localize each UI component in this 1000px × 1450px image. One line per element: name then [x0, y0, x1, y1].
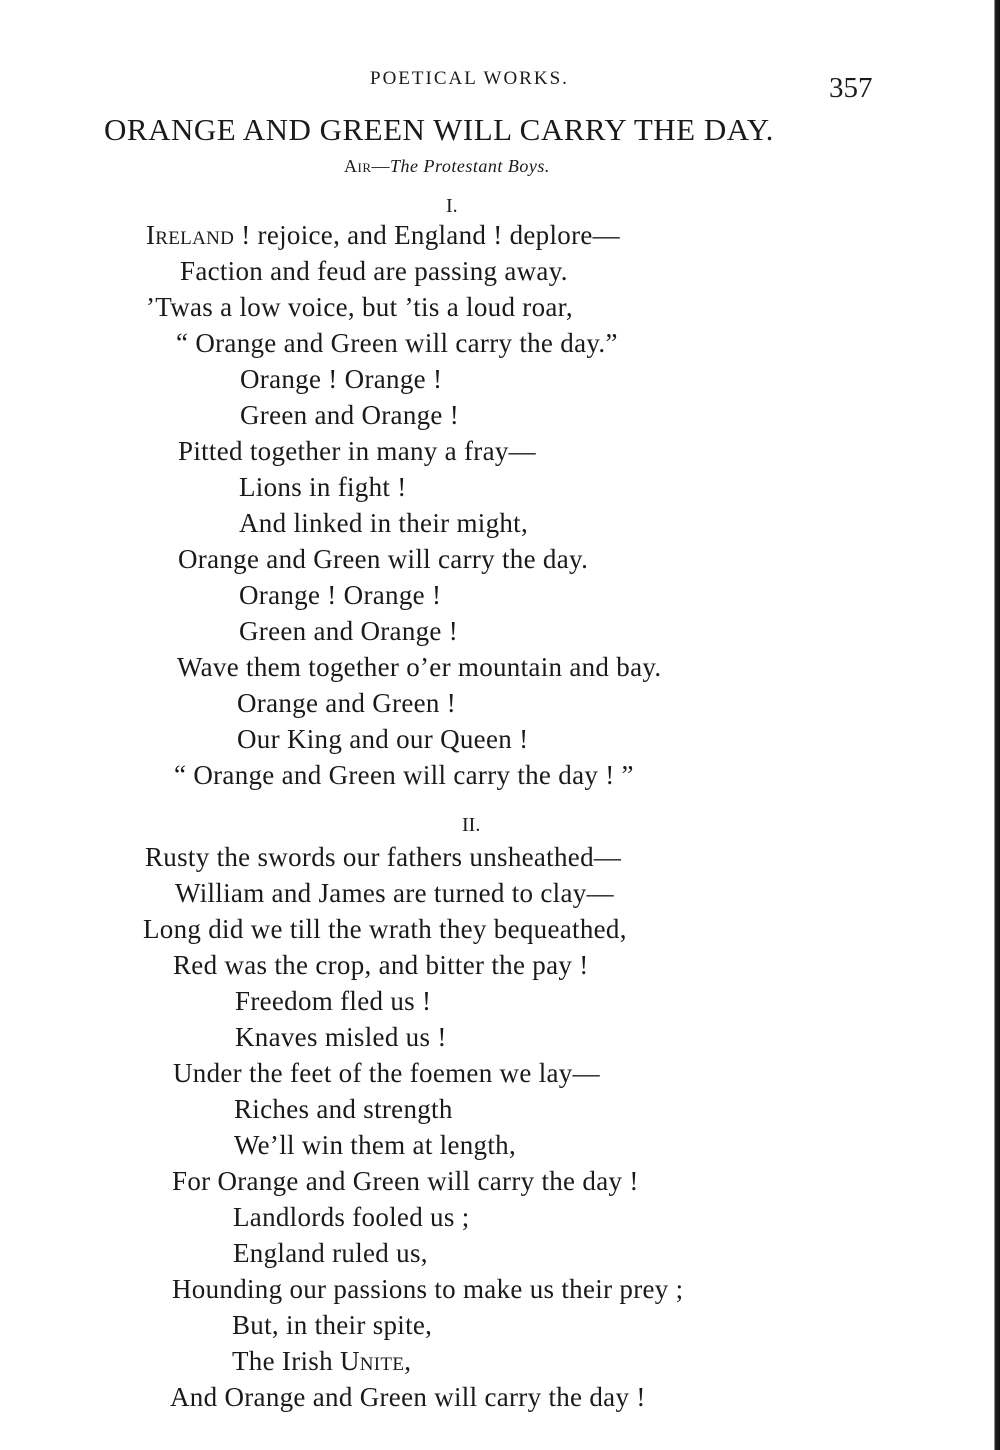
poem-line: Orange ! Orange ! [240, 364, 443, 394]
air-tune: The Protestant Boys. [390, 156, 550, 176]
stanza-number-1: I. [446, 195, 458, 217]
poem-line: Orange ! Orange ! [239, 580, 442, 610]
air-line [344, 156, 550, 177]
poem-line: For Orange and Green will carry the day ! [172, 1166, 639, 1196]
poem-line: The Irish Unite, [232, 1346, 412, 1376]
poem-line: Red was the crop, and bitter the pay ! [173, 950, 589, 980]
poem-line: Knaves misled us ! [235, 1022, 447, 1052]
poem-line: Orange and Green ! [237, 688, 457, 718]
stanza-number-2: II. [462, 814, 481, 836]
running-head: POETICAL WORKS. [370, 68, 569, 89]
poem-line: Under the feet of the foemen we lay— [173, 1058, 600, 1088]
poem-line: Hounding our passions to make us their prey ; [172, 1274, 684, 1304]
poem-line: Long did we till the wrath they bequeathed, [143, 914, 627, 944]
poem-line: We’ll win them at length, [234, 1130, 517, 1160]
poem-line: Ireland ! rejoice, and England ! deplore— [146, 220, 620, 250]
poem-line: But, in their spite, [232, 1310, 433, 1340]
poem-line: Lions in fight ! [239, 472, 407, 502]
poem-line: Green and Orange ! [240, 400, 460, 430]
poem-line: Green and Orange ! [239, 616, 459, 646]
poem-line: Orange and Green will carry the day. [178, 544, 589, 574]
poem-title: ORANGE AND GREEN WILL CARRY THE DAY. [104, 112, 774, 147]
page-edge-shadow [978, 0, 1000, 1450]
poem-line: Faction and feud are passing away. [180, 256, 568, 286]
poem-line: Pitted together in many a fray— [178, 436, 536, 466]
unite-smallcaps: Unite [339, 1346, 405, 1376]
poem-line: Rusty the swords our fathers unsheathed— [145, 842, 622, 872]
poem-line: William and James are turned to clay— [175, 878, 614, 908]
poem-line: Landlords fooled us ; [233, 1202, 470, 1232]
poem-line: Riches and strength [234, 1094, 453, 1124]
page-number: 357 [829, 72, 873, 104]
poem-line: “ Orange and Green will carry the day.” [176, 328, 618, 358]
poem-line: England ruled us, [233, 1238, 428, 1268]
poem-line: Our King and our Queen ! [237, 724, 529, 754]
air-prefix: Air [344, 156, 372, 176]
air-dash: — [371, 156, 390, 176]
poem-line: Wave them together o’er mountain and bay. [177, 652, 662, 682]
poem-line: Freedom fled us ! [235, 986, 432, 1016]
poem-line: And linked in their might, [239, 508, 529, 538]
poem-line: “ Orange and Green will carry the day ! ” [174, 760, 634, 790]
poem-line: ’Twas a low voice, but ’tis a loud roar, [146, 292, 573, 322]
first-word-smallcaps: Ireland [146, 220, 235, 250]
poem-line: And Orange and Green will carry the day ! [170, 1382, 646, 1412]
